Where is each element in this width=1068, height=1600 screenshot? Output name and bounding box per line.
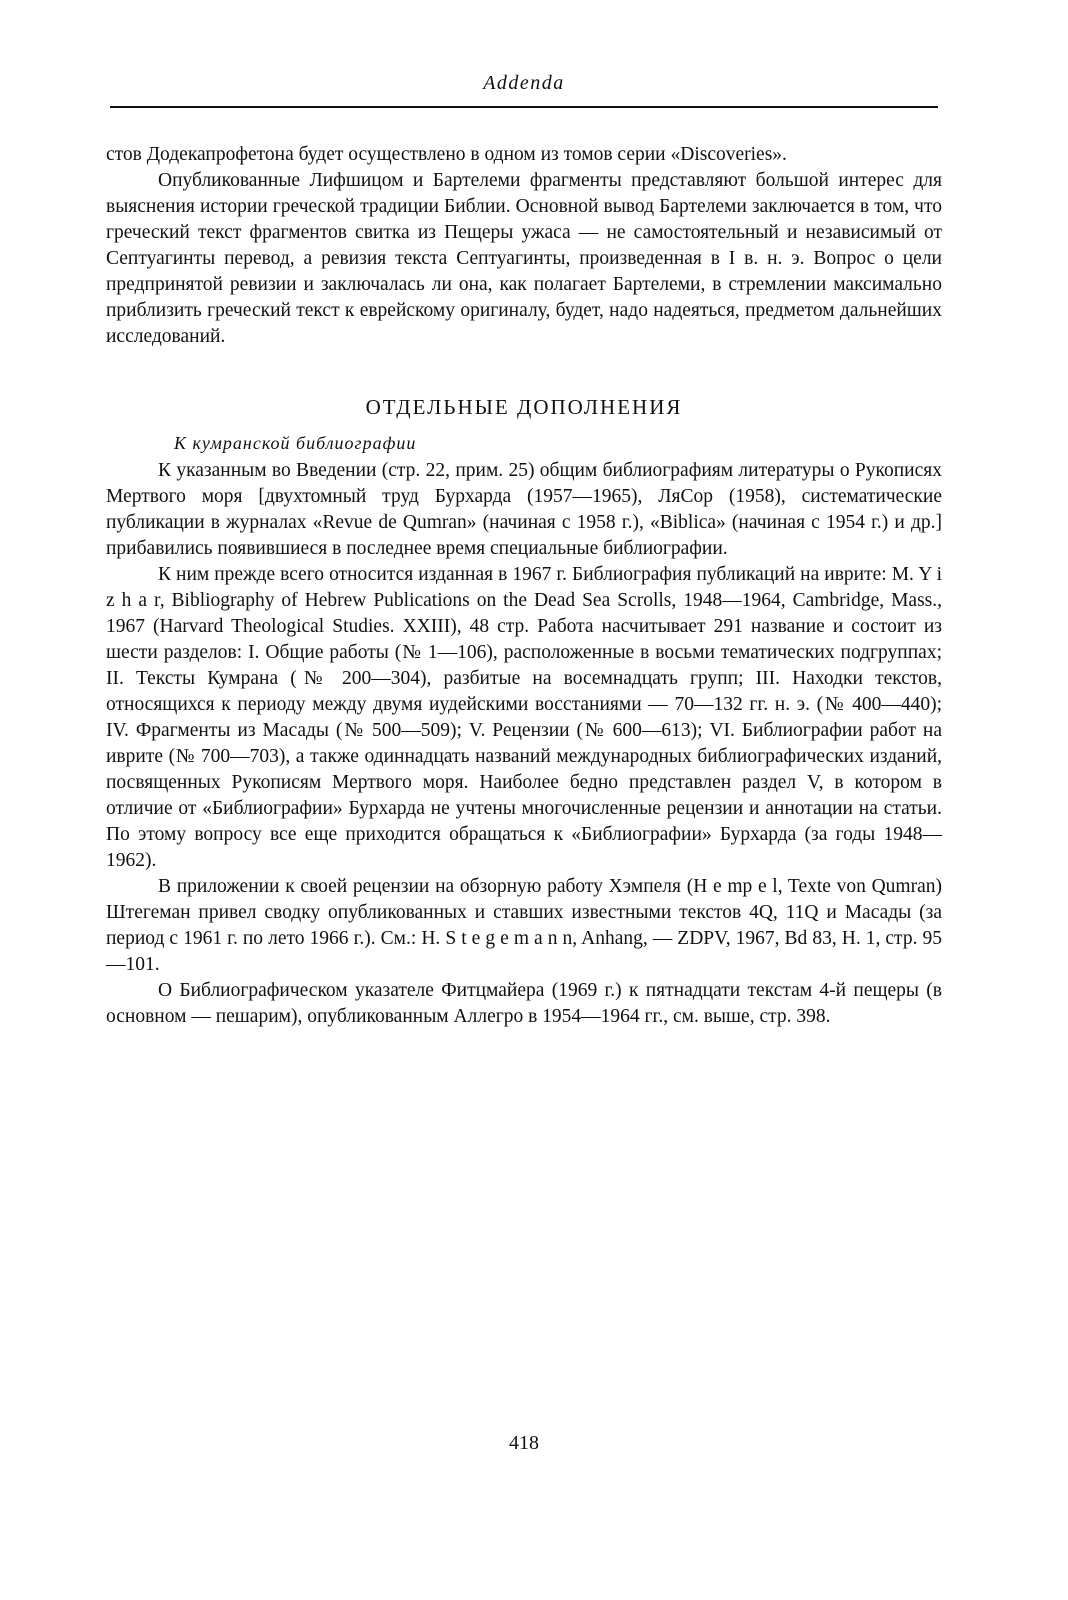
paragraph: Опубликованные Лифшицом и Бартелеми фрагменты представляют большой интерес для выяснения истории греческой традиции Библии. Основной вывод Бартелеми заключается в том, что греческий текст фрагментов свитка из Пещеры ужаса — не самостоятельный и независимый от Септуагинты перевод, а ревизия текста Септуагинты, произведенная в I в. н. э. Вопрос о цели предпринятой ревизии и заключалась ли она, как полагает Бартелеми, в стремлении максимально приблизить греческий текст к еврейскому оригиналу, будет, надо надеяться, предметом дальнейших исследований. [106,170,942,347]
main-text [106,142,942,1030]
header-rule [110,106,938,108]
page-number: 418 [509,1432,539,1454]
paragraph-continuation: стов Додекапрофетона будет осуществлено в одном из томов серии «Discoveries». [106,144,787,165]
section-gap [106,350,942,394]
subsection-title: К кумранской библиографии [174,433,417,453]
paragraph: К ним прежде всего относится изданная в 1967 г. Библиография публикаций на иврите: M. Y i z h a r, Bibliography of Hebrew Publications on the Dead Sea Scrolls, 1948—1964, Cambridge, Mass., 1967 (Harvard Theological Studies. XXIII), 48 стр. Работа насчитывает 291 название и состоит из шести разделов: I. Общие работы (№ 1—106), расположенные в восьми тематических подгруппах; II. Тексты Кумрана (№ 200—304), разбитые на восемнадцать групп; III. Находки текстов, относящихся к периоду между двумя иудейскими восстаниями — 70—132 гг. н. э. (№ 400—440); IV. Фрагменты из Масады (№ 500—509); V. Рецензии (№ 600—613); VI. Библиографии работ на иврите (№ 700—703), а также одиннадцать названий международных библиографических изданий, посвященных Рукописям Мертвого моря. Наиболее бедно представлен раздел V, в котором в отличие от «Библиографии» Бурхарда не учтены многочисленные рецензии и аннотации на статьи. По этому вопросу все еще приходится обращаться к «Библиографии» Бурхарда (за годы 1948—1962). [106,564,942,871]
paragraph: К указанным во Введении (стр. 22, прим. 25) общим библиографиям литературы о Рукописях Мертвого моря [двухтомный труд Бурхарда (1957—1965), ЛяСор (1958), систематические публикации в журналах «Revue de Qumran» (начиная с 1958 г.), «Biblica» (начиная с 1954 г.) и др.] прибавились появившиеся в последнее время специальные библиографии. [106,460,942,559]
paragraph: О Библиографическом указателе Фитцмайера (1969 г.) к пятнадцати текстам 4-й пещеры (в основном — пешарим), опубликованным Аллегро в 1954—1964 гг., см. выше, стр. 398. [106,980,942,1027]
section-title: ОТДЕЛЬНЫЕ ДОПОЛНЕНИЯ [365,395,683,419]
paragraph: В приложении к своей рецензии на обзорную работу Хэмпеля (H e mp e l, Texte von Qumran) Штегеман привел сводку опубликованных и ставших известными текстов 4Q, 11Q и Масады (за период с 1961 г. по лето 1966 г.). См.: H. S t e g e m a n n, Anhang, — ZDPV, 1967, Bd 83, H. 1, стр. 95—101. [106,876,942,975]
running-header: Addenda [483,72,565,94]
